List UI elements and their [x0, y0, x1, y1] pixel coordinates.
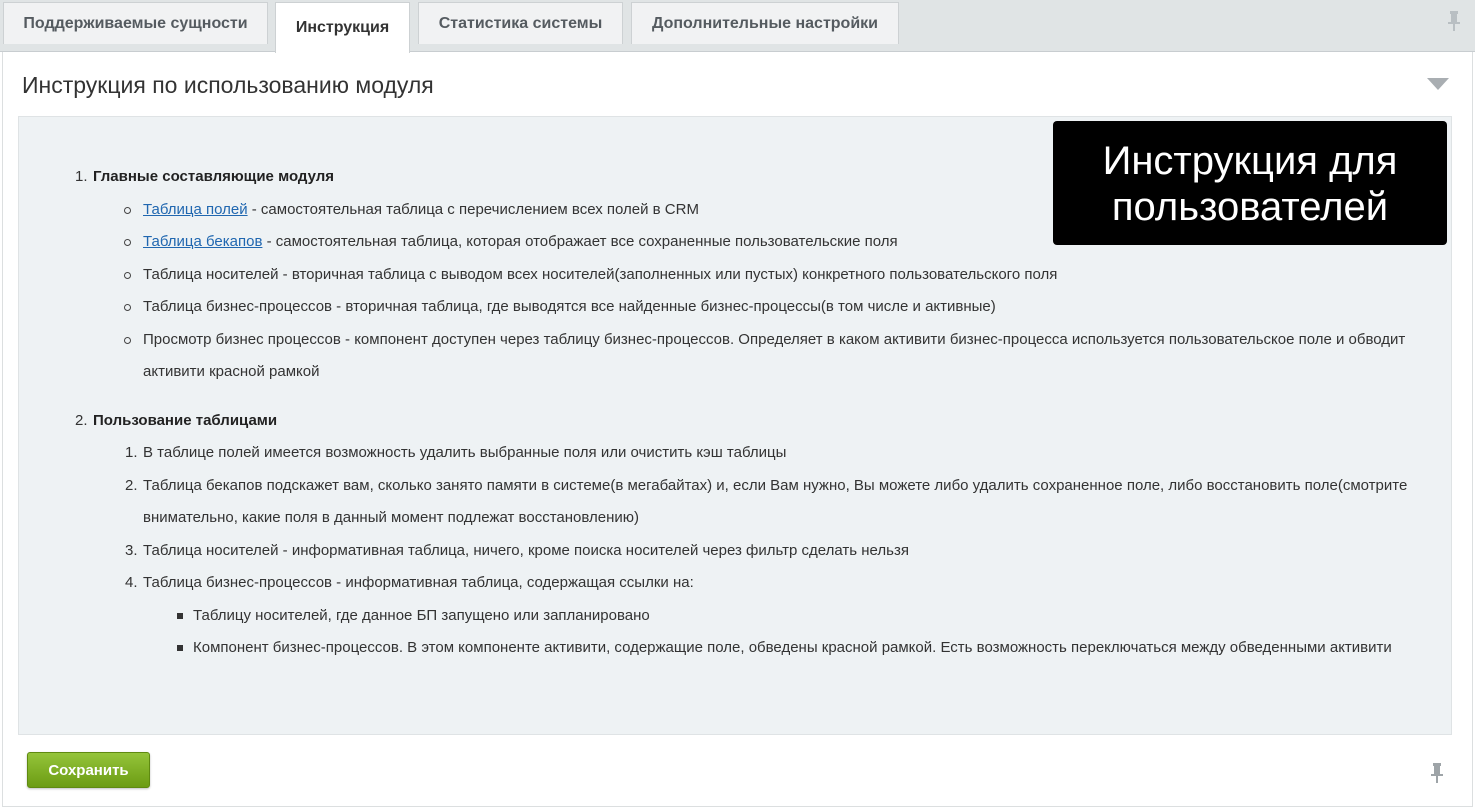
list-item-text: Компонент бизнес-процессов. В этом компоненте активити, содержащие поле, обведены красной рамкой. Есть возможность переключаться между обведенными активити: [193, 639, 1392, 656]
bullet-circle-icon: [124, 239, 131, 246]
section-2-subitems: [193, 600, 1435, 665]
list-item: [193, 600, 1435, 633]
list-item-text: Таблица бизнес-процессов - информативная таблица, содержащая ссылки на:: [143, 574, 694, 591]
list-item: [125, 567, 1435, 600]
list-item: [193, 632, 1435, 665]
chevron-down-icon[interactable]: [1427, 78, 1449, 90]
list-item: [143, 291, 1435, 324]
tab-additional-settings[interactable]: Дополнительные настройки: [631, 2, 899, 44]
list-item: [125, 437, 1435, 470]
list-item-text: Просмотр бизнес процессов - компонент доступен через таблицу бизнес-процессов. Определяет в каком активити бизнес-процесса используется пользовательское поле и обводит активити красной рамкой: [143, 330, 1406, 380]
banner-line-1: Инструкция для: [1102, 139, 1398, 183]
list-item-text: Таблица носителей - вторичная таблица с выводом всех носителей(заполненных или пустых) конкретного пользовательского поля: [143, 265, 1058, 283]
list-item: [125, 535, 1435, 568]
section-2-items: [125, 437, 1435, 665]
user-instruction-banner: [1053, 121, 1447, 245]
list-item-text: Таблица бекапов подскажет вам, сколько занято памяти в системе(в мегабайтах) и, если Вам нужно, Вы можете либо удалить сохраненное поле, либо восстановить поле(смотрите внимательно, какие поля в данный момент подлежат восстановлению): [143, 476, 1408, 526]
pin-icon[interactable]: [1430, 762, 1444, 784]
section-number: 1.: [75, 168, 88, 185]
bullet-square-icon: [177, 613, 183, 619]
bullet-circle-icon: [124, 337, 131, 344]
link-backups-table[interactable]: Таблица бекапов: [143, 233, 263, 250]
tab-instruction[interactable]: Инструкция: [275, 2, 410, 53]
bullet-circle-icon: [124, 207, 131, 214]
item-number: 2.: [125, 476, 138, 494]
link-fields-table[interactable]: Таблица полей: [143, 200, 248, 218]
tabs-bar: [0, 0, 1475, 52]
panel-title: Инструкция по использованию модуля: [22, 72, 434, 98]
instruction-content: [18, 116, 1452, 735]
section-number: 2.: [75, 411, 88, 429]
list-item-text: - самостоятельная таблица, которая отображает все сохраненные пользовательские поля: [262, 233, 898, 250]
bullet-square-icon: [177, 645, 183, 651]
instruction-panel: [2, 52, 1473, 807]
section-using-tables: [75, 405, 1435, 438]
list-item-text: Таблица носителей - информативная таблица, ничего, кроме поиска носителей через фильтр сделать нельзя: [143, 541, 909, 559]
bullet-circle-icon: [124, 304, 131, 311]
list-item: [125, 470, 1435, 535]
item-number: 4.: [125, 574, 138, 591]
list-item: [143, 324, 1435, 389]
tab-system-statistics[interactable]: Статистика системы: [418, 2, 623, 44]
list-item-text: Таблицу носителей, где данное БП запущено или запланировано: [193, 606, 650, 624]
list-item-text: В таблице полей имеется возможность удалить выбранные поля или очистить кэш таблицы: [143, 444, 787, 461]
section-heading: Главные составляющие модуля: [93, 168, 335, 185]
list-item-text: Таблица бизнес-процессов - вторичная таблица, где выводятся все найденные бизнес-процессы(в том числе и активные): [143, 298, 996, 315]
bullet-circle-icon: [124, 272, 131, 279]
pin-icon[interactable]: [1447, 10, 1461, 32]
save-button[interactable]: Сохранить: [27, 752, 150, 788]
list-item: [143, 259, 1435, 292]
section-heading: Пользование таблицами: [93, 411, 278, 429]
item-number: 1.: [125, 444, 138, 461]
tab-supported-entities[interactable]: Поддерживаемые сущности: [3, 2, 268, 44]
item-number: 3.: [125, 541, 138, 559]
list-item-text: - самостоятельная таблица с перечислением всех полей в CRM: [247, 200, 699, 218]
banner-line-2: пользователей: [1111, 185, 1389, 229]
